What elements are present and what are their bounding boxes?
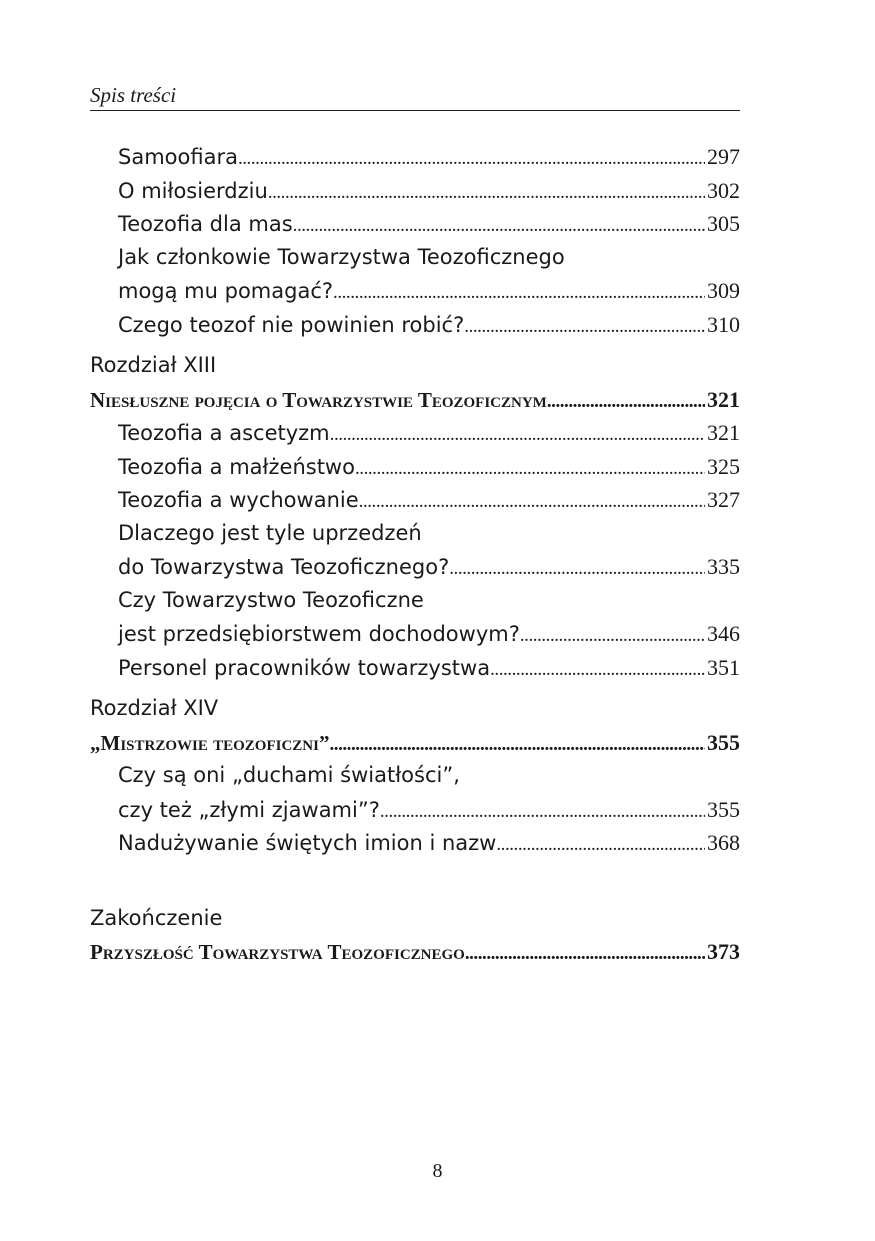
- toc-entry-title-line1: Czy są oni „duchami światłości”,: [118, 763, 460, 787]
- toc-entry[interactable]: [90, 308, 740, 342]
- toc-entry-title: Teozofia a małżeństwo: [118, 454, 355, 479]
- toc-entry-line1[interactable]: [90, 517, 740, 551]
- toc-entry[interactable]: [90, 793, 740, 827]
- toc-entry[interactable]: [90, 651, 740, 685]
- toc-entry-page: 321: [707, 420, 740, 445]
- toc-entry-title: Teozofia a wychowanie: [118, 488, 359, 512]
- toc-entry[interactable]: [90, 207, 740, 241]
- toc-entry-title: Personel pracowników towarzystwa: [118, 655, 491, 680]
- toc-entry-title: Teozofia dla mas: [118, 212, 293, 236]
- toc-entry-page: 346: [707, 621, 740, 646]
- chapter-title: Niesłuszne pojęcia o Towarzystwie Teozoficznym: [90, 387, 547, 412]
- toc-entry-page: 351: [707, 654, 740, 680]
- running-header-title: Spis treści: [90, 83, 177, 107]
- leader-dots: [355, 451, 705, 484]
- chapter-title: „Mistrzowie teozoficzni”: [90, 730, 330, 755]
- chapter-page: 373: [707, 939, 740, 964]
- toc-entry[interactable]: [90, 826, 740, 860]
- toc-entry-title-line1: Dlaczego jest tyle uprzedzeń: [118, 520, 422, 545]
- chapter-title-entry[interactable]: [90, 383, 740, 417]
- leader-dots: [464, 309, 705, 342]
- leader-dots: [268, 175, 705, 208]
- chapter-page: 355: [707, 729, 740, 755]
- toc-entry-title: czy też „złymi zjawami”?: [118, 797, 380, 822]
- toc-entry-page: 305: [707, 211, 740, 236]
- leader-dots: [380, 794, 705, 827]
- toc-entry[interactable]: [90, 140, 740, 174]
- toc-entry[interactable]: [90, 274, 740, 308]
- leader-dots: [490, 652, 705, 685]
- toc-entry-page: 302: [707, 177, 740, 203]
- toc-entry-title-line1: Jak członkowie Towarzystwa Teozoficznego: [118, 244, 565, 269]
- spacer: [90, 860, 740, 894]
- chapter-page: 321: [707, 386, 740, 412]
- chapter-label: Zakończenie: [90, 905, 223, 930]
- toc-entry[interactable]: [90, 617, 740, 651]
- table-of-contents: [90, 140, 740, 969]
- toc-entry-title: O miłosierdziu: [118, 178, 268, 203]
- chapter-label: Rozdział XIV: [90, 696, 219, 720]
- toc-entry-line1[interactable]: [90, 584, 740, 618]
- running-header: [90, 82, 740, 111]
- toc-entry-title: Samoofiara: [118, 145, 238, 169]
- toc-entry-title: do Towarzystwa Teozoficznego?: [118, 555, 450, 579]
- toc-entry[interactable]: [90, 550, 740, 584]
- chapter-title: Przyszłość Towarzystwa Teozoficznego: [90, 940, 465, 964]
- leader-dots: [329, 727, 705, 760]
- page-number: 8: [432, 1160, 443, 1182]
- chapter-label: Rozdział XIII: [90, 353, 217, 377]
- leader-dots: [449, 551, 705, 584]
- toc-entry-title: Czego teozof nie powinien robić?: [118, 312, 465, 337]
- leader-dots: [333, 275, 705, 308]
- toc-entry[interactable]: [90, 416, 740, 450]
- toc-entry-line1[interactable]: [90, 241, 740, 275]
- leader-dots: [547, 384, 705, 417]
- toc-entry-page: 335: [707, 554, 740, 579]
- toc-entry-title: jest przedsiębiorstwem dochodowym?: [118, 622, 520, 646]
- toc-entry-page: 327: [707, 487, 740, 512]
- leader-dots: [238, 141, 705, 174]
- leader-dots: [359, 484, 705, 517]
- leader-dots: [330, 417, 705, 450]
- toc-entry-title-line1: Czy Towarzystwo Teozoficzne: [118, 587, 424, 612]
- toc-entry-title: Teozofia a ascetyzm: [118, 421, 330, 445]
- toc-entry-title: Nadużywanie świętych imion i nazw: [118, 831, 497, 855]
- chapter-title-entry[interactable]: [90, 726, 740, 760]
- toc-entry-page: 310: [707, 311, 740, 337]
- leader-dots: [465, 936, 705, 969]
- toc-entry-title: mogą mu pomagać?: [118, 279, 334, 303]
- toc-entry-page: 325: [707, 453, 740, 479]
- leader-dots: [293, 208, 705, 241]
- toc-entry-page: 355: [707, 796, 740, 822]
- leader-dots: [520, 618, 705, 651]
- toc-entry[interactable]: [90, 483, 740, 517]
- toc-entry-page: 297: [707, 144, 740, 169]
- toc-entry-page: 309: [707, 278, 740, 303]
- toc-entry-line1[interactable]: [90, 759, 740, 793]
- leader-dots: [496, 827, 705, 860]
- toc-entry-page: 368: [707, 830, 740, 855]
- toc-entry[interactable]: [90, 174, 740, 208]
- toc-entry[interactable]: [90, 450, 740, 484]
- chapter-title-entry[interactable]: [90, 935, 740, 969]
